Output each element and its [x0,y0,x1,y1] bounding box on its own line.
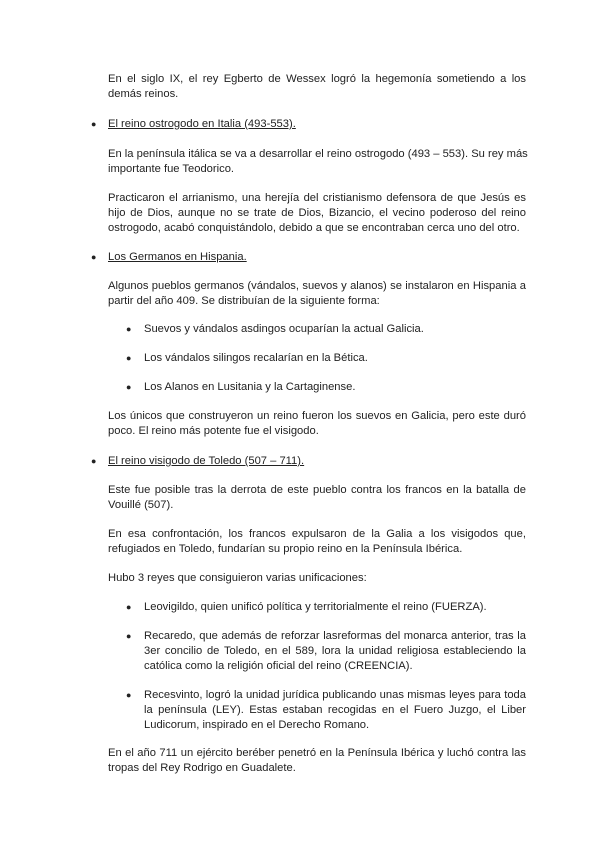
heading-germanos: Los Germanos en Hispania. [108,251,247,263]
paragraph-final [108,746,526,776]
list-item-pueblos: Suevos y vándalos asdingos ocuparían la actual Galicia. [144,323,424,335]
paragraph-visigodo-3 [108,571,526,586]
paragraph-visigodo-2 [108,527,526,557]
text-line: Leovigildo, quien unificó política y territorialmente el reino (FUERZA). [144,601,487,613]
text-line: Ludicorum, inspirado en el Derecho Romano. [144,719,370,731]
bullet-icon: ● [126,353,132,363]
bullet-icon: ● [91,252,97,262]
bullet-icon: ● [91,119,97,129]
list-item-rey [144,629,526,674]
text-line: Vouillé (507). [108,499,174,511]
heading-visigodo: El reino visigodo de Toledo (507 – 711). [108,455,305,467]
bullet-icon: ● [126,382,132,392]
list-item-rey [144,600,526,615]
paragraph-visigodo-1 [108,483,526,513]
text-line: Hubo 3 reyes que consiguieron varias unificaciones: [108,572,367,584]
text-line: En la península itálica se va a desarrollar el reino ostrogodo (493 – 553). Su rey más [108,148,528,160]
text-line: En el año 711 un ejército beréber penetró en la Península Ibérica y luchó contra las [108,747,526,759]
text-line: En el siglo IX, el rey Egberto de Wessex logró la hegemonía sometiendo a los [108,73,526,85]
text-line: importante fue Teodorico. [108,163,235,175]
text-line: Algunos pueblos germanos (vándalos, suevos y alanos) se instalaron en Hispania a [108,280,526,292]
text-line: Recesvinto, logró la unidad jurídica publicando unas mismas leyes para toda [144,689,526,701]
text-line: 3er concilio de Toledo, en el 589, lora la unidad religiosa estableciendo la [144,645,526,657]
text-line: En esa confrontación, los francos expulsaron de la Galia a los visigodos que, [108,528,526,540]
bullet-icon: ● [91,456,97,466]
text-line: ostrogodo, acabó conquistándolo, debido a que se encontraban cerca uno del otro. [108,222,520,234]
list-item-pueblos: Los vándalos silingos recalarían en la Bética. [144,352,368,364]
text-line: hijo de Dios, aunque no se trate de Dios, Bizancio, el vecino poderoso del reino [108,207,526,219]
text-line: la península (LEY). Estas estaban recogidas en el Fuero Juzgo, el Liber [144,704,526,716]
text-line: partir del año 409. Se distribuían de la siguiente forma: [108,295,380,307]
bullet-icon: ● [126,631,132,641]
bullet-icon: ● [126,324,132,334]
paragraph-ostrogodo-1 [108,147,526,177]
paragraph-ostrogodo-2 [108,191,526,236]
bullet-icon: ● [126,690,132,700]
text-line: demás reinos. [108,88,179,100]
bullet-icon: ● [126,602,132,612]
text-line: tropas del Rey Rodrigo en Guadalete. [108,762,296,774]
list-item-rey [144,688,526,733]
heading-ostrogodo: El reino ostrogodo en Italia (493-553). [108,118,296,130]
text-line: católica como la religión oficial del reino (CREENCIA). [144,660,413,672]
list-item-pueblos: Los Alanos en Lusitania y la Cartaginense. [144,381,356,393]
text-line: poco. El reino más potente fue el visigodo. [108,425,319,437]
text-line: Los únicos que construyeron un reino fueron los suevos en Galicia, pero este duró [108,410,526,422]
paragraph-wessex [108,72,526,102]
paragraph-germanos-1 [108,279,526,309]
text-line: Este fue posible tras la derrota de este pueblo contra los francos en la batalla de [108,484,526,496]
paragraph-germanos-2 [108,409,526,439]
text-line: Recaredo, que además de reforzar lasreformas del monarca anterior, tras la [144,630,526,642]
text-line: Practicaron el arrianismo, una herejía del cristianismo defensora de que Jesús es [108,192,526,204]
text-line: refugiados en Toledo, fundarían su propio reino en la Península Ibérica. [108,543,463,555]
